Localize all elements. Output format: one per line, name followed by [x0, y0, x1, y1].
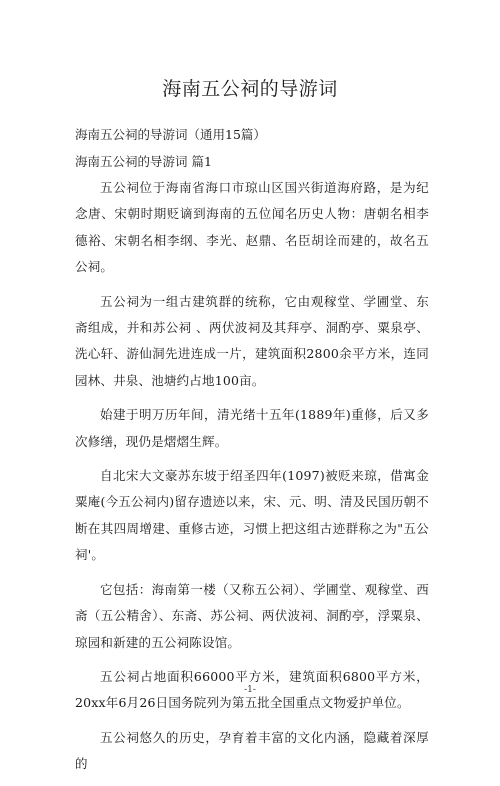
paragraph: 五公祠为一组古建筑群的统称，它由观稼堂、学圃堂、东斋组成，并和苏公祠 、两伏波祠及其拜亭、洞酌亭、粟泉亭、洗心轩、游仙洞先进连成一片，建筑面积2800余平方米，连同园林、井泉、池塘约占地100亩。: [75, 293, 429, 388]
paragraph: 五公祠位于海南省海口市琼山区国兴街道海府路，是为纪念唐、宋朝时期贬谪到海南的五位闻名历史人物：唐朝名相李德裕、宋朝名相李纲、李光、赵鼎、名臣胡诠而建的，故名五公祠。: [75, 180, 429, 275]
paragraph: 始建于明万历年间，清光绪十五年(1889年)重修，后又多次修缮，现仍是熠熠生辉。: [75, 407, 429, 449]
section-heading: 海南五公祠的导游词 篇1: [75, 154, 212, 169]
paragraph: 它包括：海南第一楼（又称五公祠）、学圃堂、观稼堂、西斋（五公精舍）、东斋、苏公祠、两伏波祠、洞酌亭，浮粟泉、琼园和新建的五公祠陈设馆。: [75, 581, 429, 650]
paragraph: 自北宋大文豪苏东坡于绍圣四年(1097)被贬来琼，借寓金粟庵(今五公祠内)留存遗迹以来，宋、元、明、清及民国历朝不断在其四周增建、重修古迹，习惯上把这组古迹群称之为"五公祠'。: [75, 468, 429, 563]
document-title: 海南五公祠的导游词: [162, 78, 338, 100]
paragraph: 五公祠悠久的历史，孕育着丰富的文化内涵，隐藏着深厚的: [75, 729, 429, 772]
collection-subtitle: 海南五公祠的导游词（通用15篇）: [75, 127, 266, 142]
paragraph: 五公祠占地面积66000平方米，建筑面积6800平方米，20xx年6月26日国务院列为第五批全国重点文物爱护单位。: [75, 668, 429, 711]
page-number: -1-: [244, 685, 256, 695]
